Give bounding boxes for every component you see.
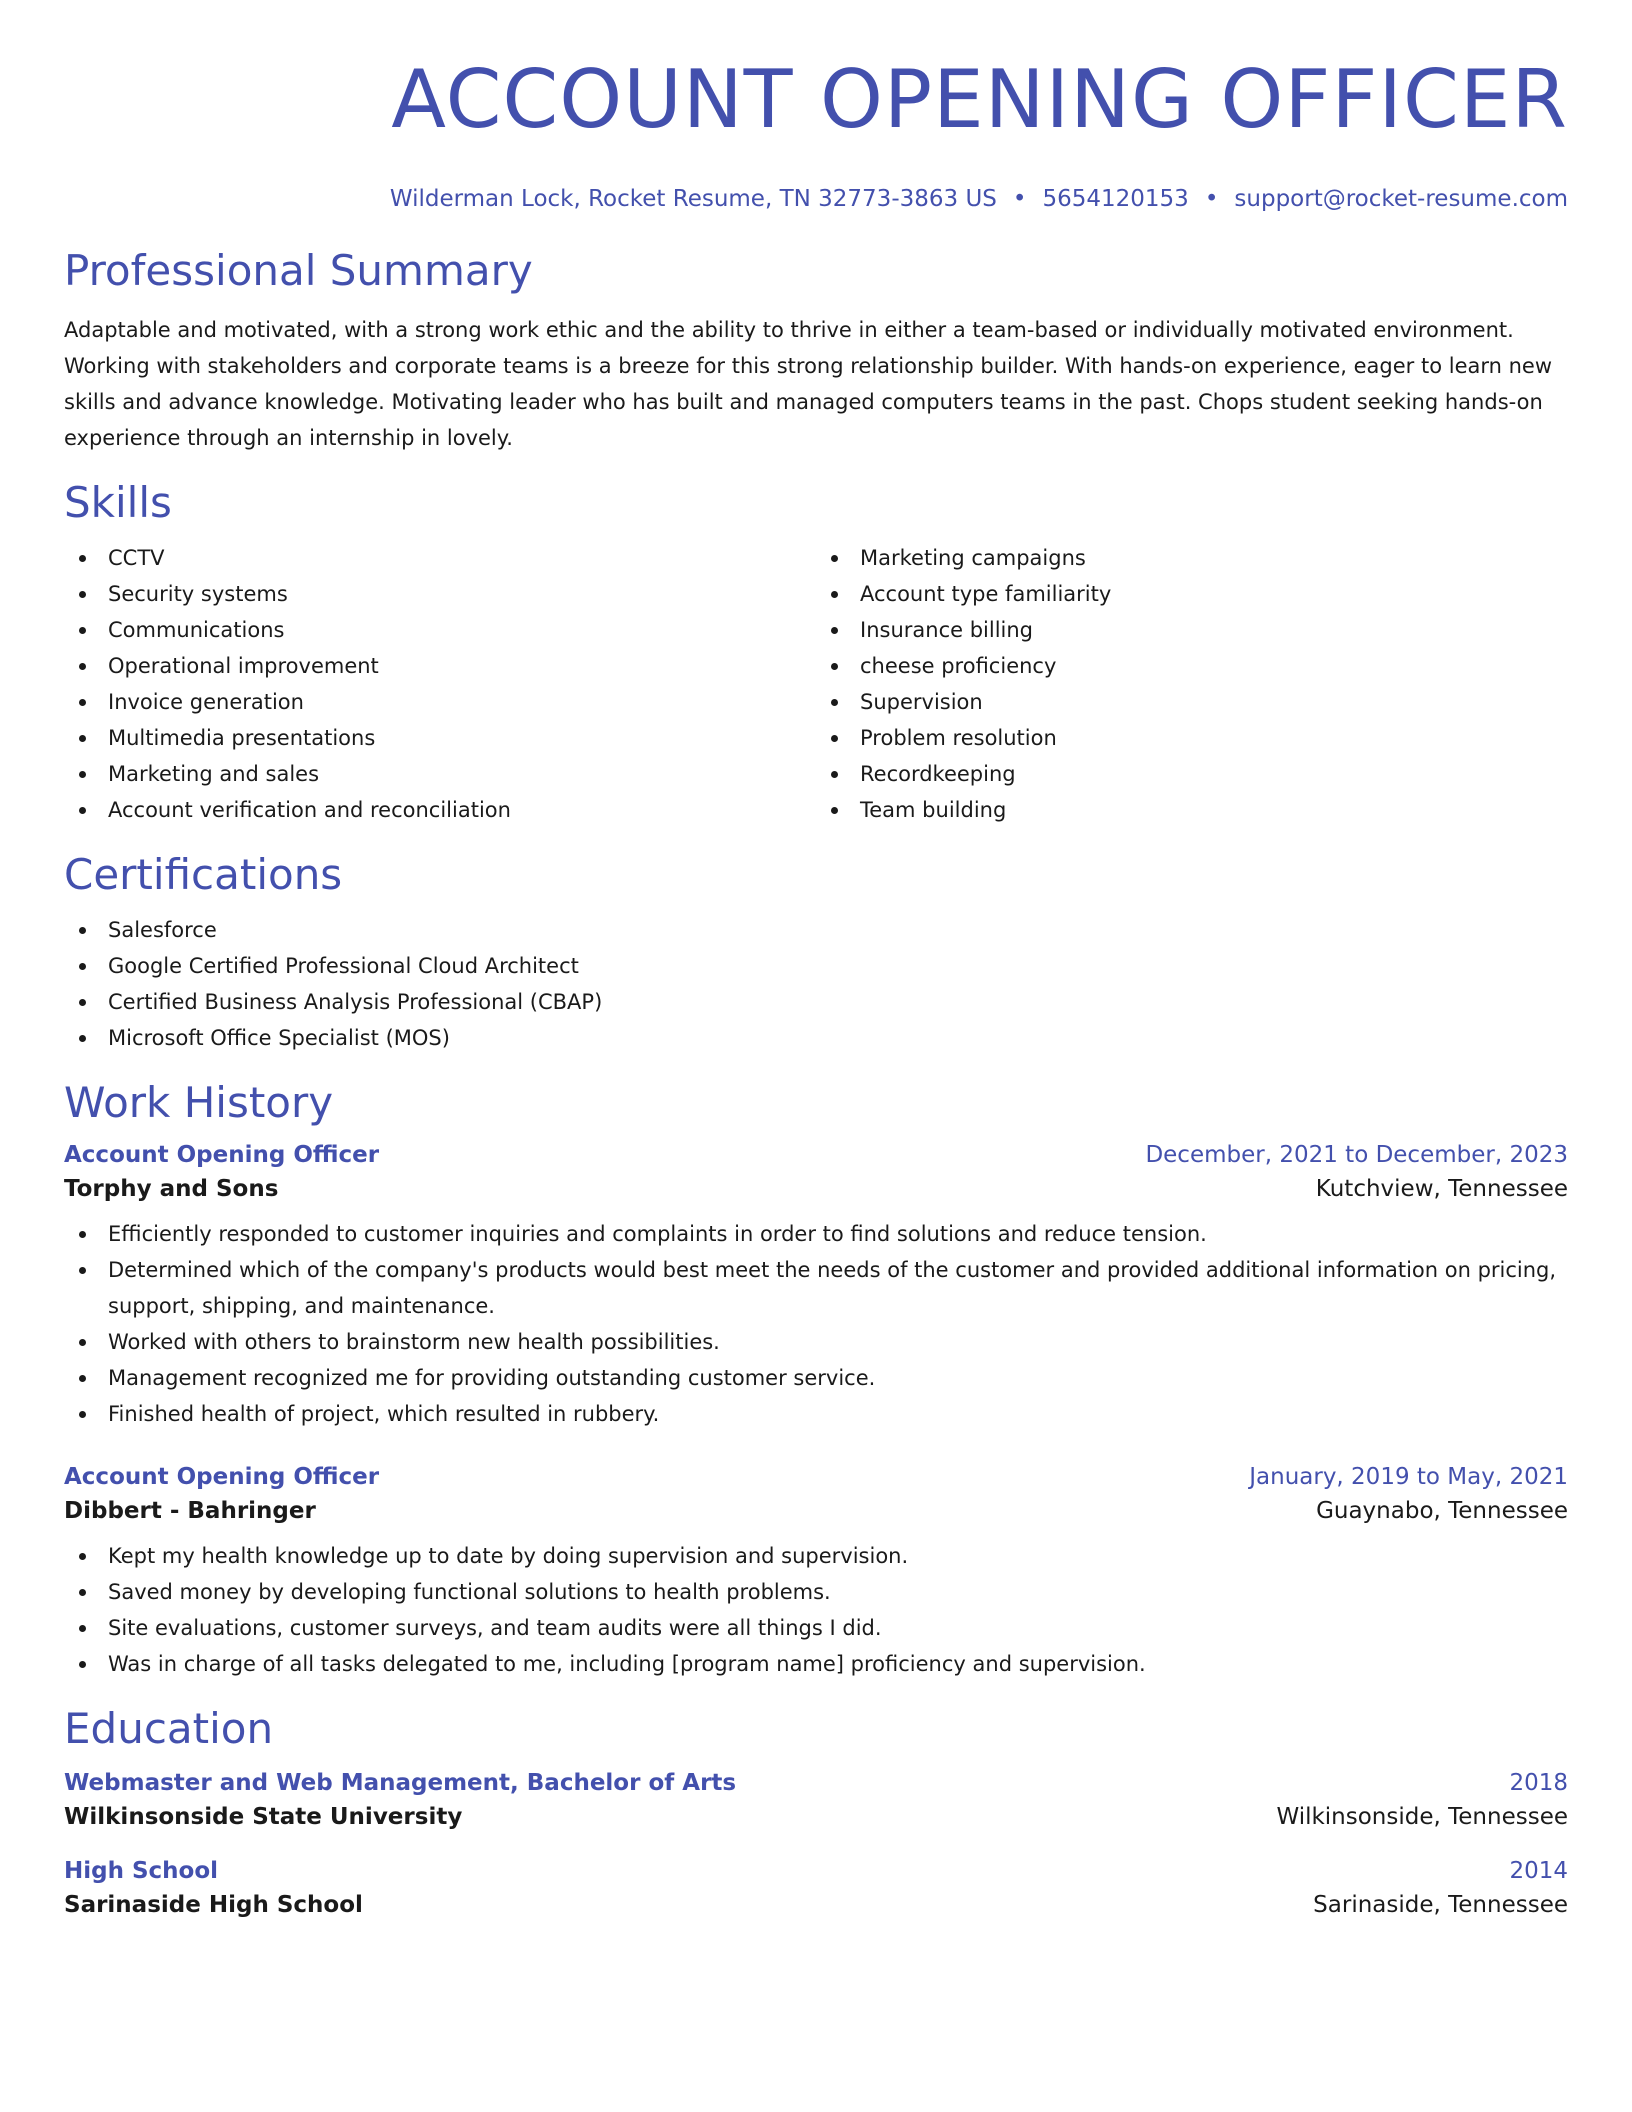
education-year: 2018 [1509, 1770, 1568, 1796]
job-bullet: Kept my health knowledge up to date by doing supervision and supervision. [64, 1538, 1568, 1574]
resume-header [64, 53, 1568, 212]
job-dates: December, 2021 to December, 2023 [1145, 1142, 1568, 1168]
work-history-section [64, 1078, 1568, 1682]
contact-line [64, 186, 1568, 212]
skills-list-left [64, 540, 816, 828]
job-bullet: Worked with others to brainstorm new health possibilities. [64, 1324, 1568, 1360]
job-bullet: Saved money by developing functional solutions to health problems. [64, 1574, 1568, 1610]
certification-item: Certified Business Analysis Professional (CBAP) [64, 984, 1568, 1020]
job-bullets [64, 1216, 1568, 1432]
skill-item: Account verification and reconciliation [64, 792, 816, 828]
job-company: Torphy and Sons [64, 1176, 279, 1202]
education-entry [64, 1858, 1568, 1918]
skill-item: cheese proficiency [816, 648, 1568, 684]
skill-item: Supervision [816, 684, 1568, 720]
skill-item: Insurance billing [816, 612, 1568, 648]
skill-item: CCTV [64, 540, 816, 576]
education-school-row [64, 1892, 1568, 1918]
summary-section [64, 246, 1568, 456]
skills-grid [64, 540, 1568, 828]
education-degree: Webmaster and Web Management, Bachelor of Arts [64, 1770, 737, 1796]
education-section [64, 1704, 1568, 1918]
contact-phone: 5654120153 [1042, 186, 1189, 212]
job-bullet: Efficiently responded to customer inquiries and complaints in order to find solutions and reduce tension. [64, 1216, 1568, 1252]
job-bullet: Was in charge of all tasks delegated to me, including [program name] proficiency and supervision. [64, 1646, 1568, 1682]
certifications-heading: Certifications [64, 850, 343, 899]
skill-item: Operational improvement [64, 648, 816, 684]
job-company-row [64, 1498, 1568, 1524]
job-title-row [64, 1464, 1568, 1490]
skill-item: Invoice generation [64, 684, 816, 720]
education-school: Wilkinsonside State University [64, 1804, 463, 1830]
certifications-section [64, 850, 1568, 1056]
education-school-row [64, 1804, 1568, 1830]
skill-item: Communications [64, 612, 816, 648]
skills-list-right [816, 540, 1568, 828]
skills-heading: Skills [64, 478, 172, 527]
separator-dot: • [1012, 186, 1027, 212]
job-location: Guaynabo, Tennessee [1316, 1498, 1568, 1524]
skill-item: Security systems [64, 576, 816, 612]
skill-item: Recordkeeping [816, 756, 1568, 792]
job-bullet: Finished health of project, which resulted in rubbery. [64, 1396, 1568, 1432]
education-location: Sarinaside, Tennessee [1313, 1892, 1568, 1918]
job-bullets [64, 1538, 1568, 1682]
skill-item: Account type familiarity [816, 576, 1568, 612]
job-entry [64, 1464, 1568, 1682]
education-degree-row [64, 1770, 1568, 1796]
education-school: Sarinaside High School [64, 1892, 363, 1918]
skill-item: Team building [816, 792, 1568, 828]
job-entry [64, 1142, 1568, 1432]
education-degree-row [64, 1858, 1568, 1884]
summary-text: Adaptable and motivated, with a strong work ethic and the ability to thrive in either a team-based or individually motivated environment. Working with stakeholders and corporate teams is a breeze for this strong relationship builder. With hands-on experience, eager to learn new skills and advance knowledge. Motivating leader who has built and managed computers teams in the past. Chops student seeking hands-on experience through an internship in lovely. [64, 318, 1553, 450]
job-bullet: Site evaluations, customer surveys, and team audits were all things I did. [64, 1610, 1568, 1646]
education-degree: High School [64, 1858, 219, 1884]
skill-item: Marketing campaigns [816, 540, 1568, 576]
contact-email: support@rocket-resume.com [1234, 186, 1568, 212]
education-location: Wilkinsonside, Tennessee [1276, 1804, 1568, 1830]
skills-section [64, 478, 1568, 828]
job-role: Account Opening Officer [64, 1464, 380, 1490]
job-bullet: Determined which of the company's products would best meet the needs of the customer and provided additional information on pricing, support, shipping, and maintenance. [64, 1252, 1568, 1324]
education-year: 2014 [1509, 1858, 1568, 1884]
certification-item: Salesforce [64, 912, 1568, 948]
job-company: Dibbert - Bahringer [64, 1498, 316, 1524]
job-bullet: Management recognized me for providing outstanding customer service. [64, 1360, 1568, 1396]
page-title: ACCOUNT OPENING OFFICER [391, 53, 1568, 146]
summary-heading: Professional Summary [64, 246, 533, 295]
certifications-list [64, 912, 1568, 1056]
skill-item: Marketing and sales [64, 756, 816, 792]
work-history-heading: Work History [64, 1078, 334, 1127]
certification-item: Microsoft Office Specialist (MOS) [64, 1020, 1568, 1056]
skill-item: Multimedia presentations [64, 720, 816, 756]
job-role: Account Opening Officer [64, 1142, 380, 1168]
education-entry [64, 1770, 1568, 1830]
education-heading: Education [64, 1704, 274, 1753]
job-title-row [64, 1142, 1568, 1168]
job-location: Kutchview, Tennessee [1315, 1176, 1568, 1202]
separator-dot: • [1204, 186, 1219, 212]
job-company-row [64, 1176, 1568, 1202]
skill-item: Problem resolution [816, 720, 1568, 756]
contact-address: Wilderman Lock, Rocket Resume, TN 32773-3863 US [389, 186, 997, 212]
job-dates: January, 2019 to May, 2021 [1249, 1464, 1568, 1490]
certification-item: Google Certified Professional Cloud Architect [64, 948, 1568, 984]
